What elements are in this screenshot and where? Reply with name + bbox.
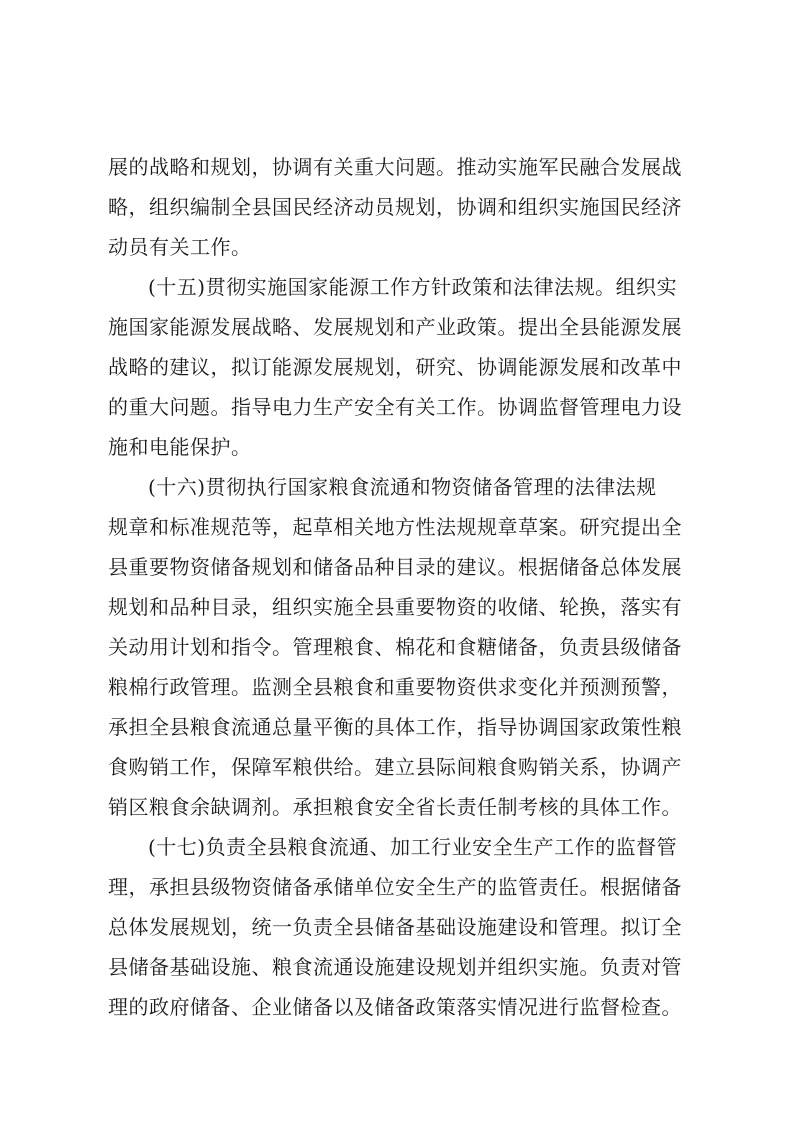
text-line: 承担全县粮食流通总量平衡的具体工作，指导协调国家政策性粮 bbox=[108, 715, 682, 739]
text-line: 规划和品种目录，组织实施全县重要物资的收储、轮换，落实有 bbox=[108, 595, 682, 619]
text-line: 战略的建议，拟订能源发展规划，研究、协调能源发展和改革中 bbox=[108, 355, 682, 379]
text-line: 理，承担县级物资储备承储单位安全生产的监管责任。根据储备 bbox=[108, 875, 682, 899]
paragraph-16-start: (十六)贯彻执行国家粮食流通和物资储备管理的法律法规 bbox=[148, 475, 657, 499]
text-line: 施国家能源发展战略、发展规划和产业政策。提出全县能源发展 bbox=[108, 315, 682, 339]
text-line: 销区粮食余缺调剂。承担粮食安全省长责任制考核的具体工作。 bbox=[108, 795, 682, 819]
text-line: 的重大问题。指导电力生产安全有关工作。协调监督管理电力设 bbox=[108, 395, 682, 419]
paragraph-15-start: (十五)贯彻实施国家能源工作方针政策和法律法规。组织实 bbox=[148, 275, 678, 299]
text-line: 粮棉行政管理。监测全县粮食和重要物资供求变化并预测预警， bbox=[108, 675, 682, 699]
text-line: 食购销工作，保障军粮供给。建立县际间粮食购销关系，协调产 bbox=[108, 755, 682, 779]
text-line: 展的战略和规划，协调有关重大问题。推动实施军民融合发展战 bbox=[108, 155, 682, 179]
text-line: 县重要物资储备规划和储备品种目录的建议。根据储备总体发展 bbox=[108, 555, 682, 579]
text-line: 施和电能保护。 bbox=[108, 435, 252, 459]
text-line: 理的政府储备、企业储备以及储备政策落实情况进行监督检查。 bbox=[108, 995, 682, 1019]
text-line: 规章和标准规范等，起草相关地方性法规规章草案。研究提出全 bbox=[108, 515, 682, 539]
document-body bbox=[108, 147, 698, 1027]
text-line: 县储备基础设施、粮食流通设施建设规划并组织实施。负责对管 bbox=[108, 955, 682, 979]
text-line: 动员有关工作。 bbox=[108, 235, 252, 259]
text-line: 总体发展规划，统一负责全县储备基础设施建设和管理。拟订全 bbox=[108, 915, 682, 939]
text-line: 略，组织编制全县国民经济动员规划，协调和组织实施国民经济 bbox=[108, 195, 682, 219]
text-line: 关动用计划和指令。管理粮食、棉花和食糖储备，负责县级储备 bbox=[108, 635, 682, 659]
paragraph-17-start: (十七)负责全县粮食流通、加工行业安全生产工作的监督管 bbox=[148, 835, 678, 859]
